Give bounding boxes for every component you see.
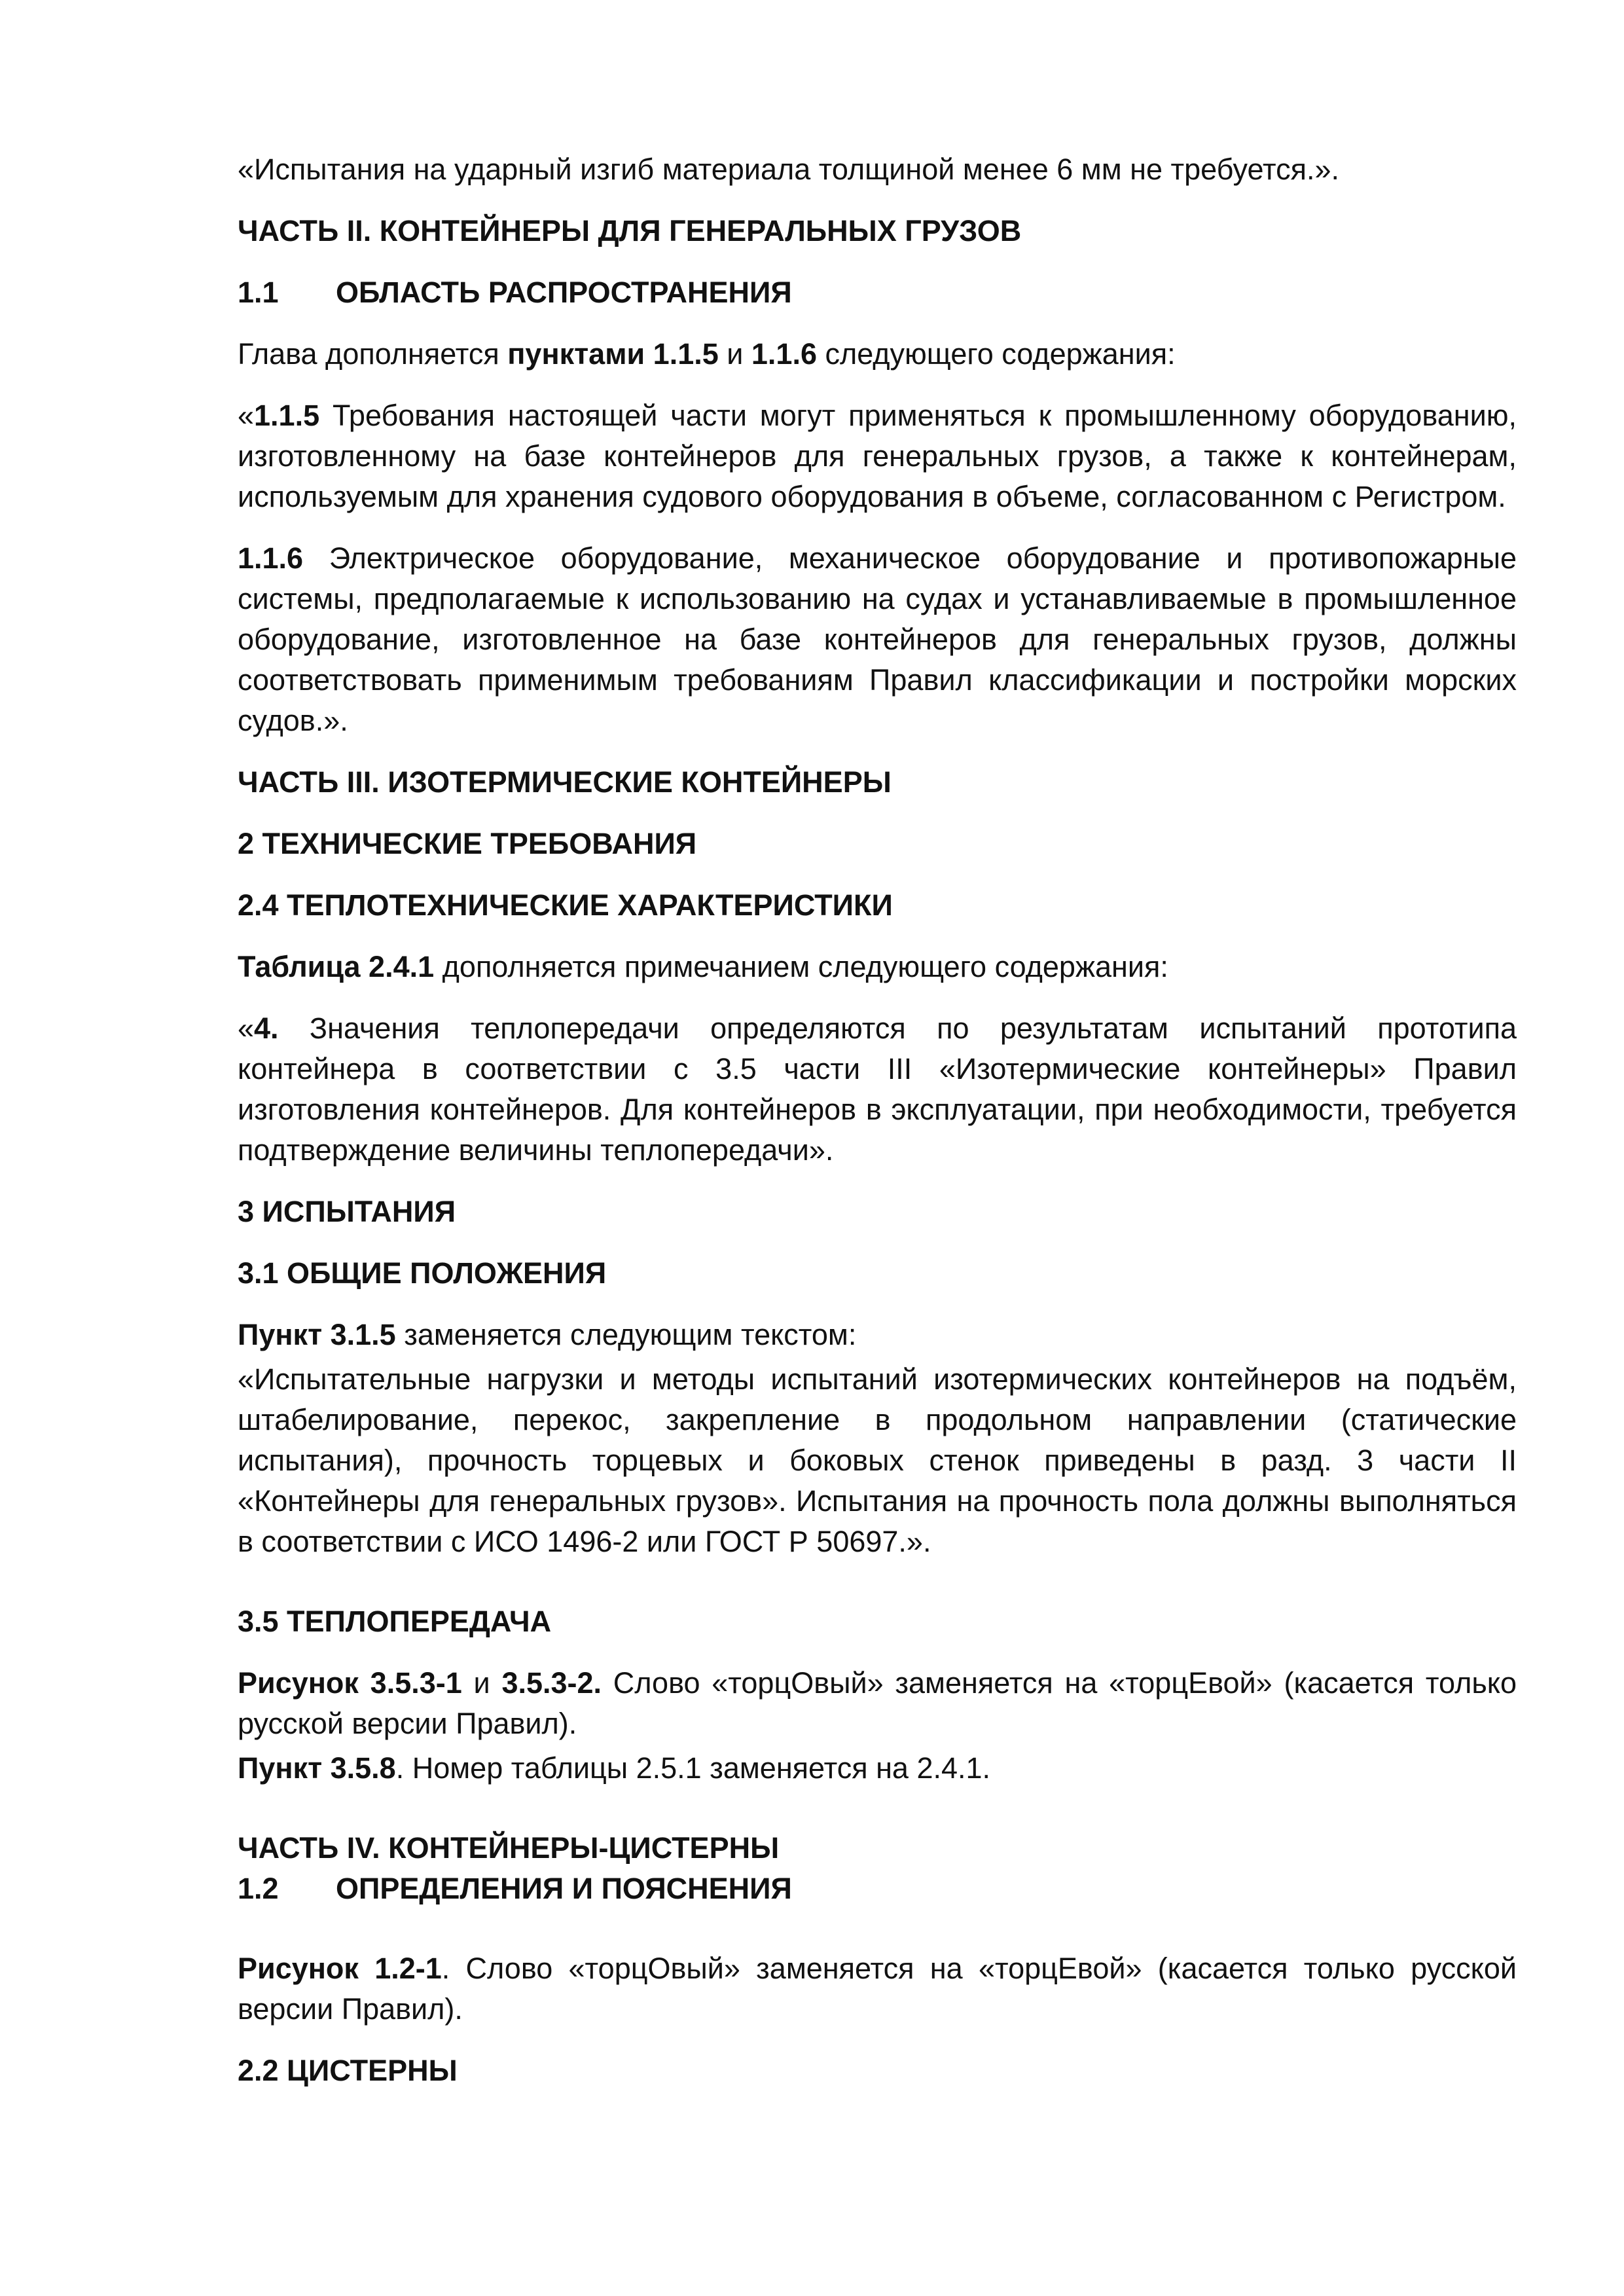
paragraph-figure-1-2-1 — [238, 1948, 1517, 2030]
heading-3-1: 3.1 ОБЩИЕ ПОЛОЖЕНИЯ — [238, 1256, 607, 1290]
text-run: Требования настоящей части могут применяться к промышленному оборудованию, изготовленному на базе контейнеров для генеральных грузов, а также к контейнерам, используемым для хранения судового оборудования в объеме, согласованном с Регистром. — [238, 399, 1517, 513]
heading-2-2: 2.2 ЦИСТЕРНЫ — [238, 2054, 458, 2087]
bold-reference: Пункт 3.1.5 — [238, 1318, 396, 1351]
paragraph-note-4 — [238, 1008, 1517, 1171]
text-run: следующего содержания: — [817, 337, 1176, 371]
text-run: дополняется примечанием следующего содержания: — [434, 950, 1168, 983]
bold-reference: 1.1.6 — [751, 337, 817, 371]
text-run: Слово «торцОвый» заменяется на «торцЕвой» (касается только русской версии Правил). — [238, 1666, 1517, 1740]
heading-number: 1.1 — [238, 276, 279, 309]
paragraph-test-loads: «Испытательные нагрузки и методы испытаний изотермических контейнеров на подъём, штабелирование, перекос, закрепление в продольном направлении (статические испытания), прочность торцевых и боковых стенок приведены в разд. 3 части II «Контейнеры для генеральных грузов». Испытания на прочность пола должны выполняться в соответствии с ИСО 1496-2 или ГОСТ Р 50697.». — [238, 1362, 1517, 1558]
bold-reference: пунктами 1.1.5 — [507, 337, 719, 371]
bold-reference: 1.1.6 — [238, 541, 304, 575]
bold-reference: Пункт 3.5.8 — [238, 1751, 396, 1785]
heading-number: 1.2 — [238, 1872, 279, 1905]
heading-1-2 — [238, 1868, 1517, 1909]
paragraph-table-2-4-1 — [238, 947, 1517, 987]
heading-title: ОПРЕДЕЛЕНИЯ И ПОЯСНЕНИЯ — [336, 1872, 792, 1905]
text-run: . Слово «торцОвый» заменяется на «торцЕвой» (касается только русской версии Правил). — [238, 1952, 1517, 2026]
heading-1-1 — [238, 272, 1517, 313]
text-run: заменяется следующим текстом: — [395, 1318, 857, 1351]
bold-reference: 1.1.5 — [254, 399, 320, 432]
paragraph-chapter-supplement — [238, 334, 1517, 374]
paragraph-1-1-5 — [238, 395, 1517, 517]
text-run: и — [461, 1666, 502, 1700]
bold-reference: Рисунок 3.5.3-1 — [238, 1666, 462, 1700]
text-run: Электрическое оборудование, механическое оборудование и противопожарные системы, предполагаемые к использованию на судах и устанавливаемые в промышленное оборудование, изготовленное на базе контейнеров для генеральных грузов, должны соответствовать применимым требованиям Правил классификации и постройки морских судов.». — [238, 541, 1517, 737]
quote-mark: « — [238, 399, 255, 432]
heading-part-4: ЧАСТЬ IV. КОНТЕЙНЕРЫ-ЦИСТЕРНЫ — [238, 1831, 780, 1865]
bold-reference: Таблица 2.4.1 — [238, 950, 435, 983]
paragraph-clause-3-5-8 — [238, 1748, 1517, 1789]
bold-reference: Рисунок 1.2-1 — [238, 1952, 442, 1985]
heading-part-3: ЧАСТЬ III. ИЗОТЕРМИЧЕСКИЕ КОНТЕЙНЕРЫ — [238, 765, 892, 799]
bold-reference: 3.5.3-2. — [501, 1666, 602, 1700]
paragraph-impact-test: «Испытания на ударный изгиб материала толщиной менее 6 мм не требуется.». — [238, 153, 1339, 186]
heading-3: 3 ИСПЫТАНИЯ — [238, 1195, 456, 1228]
paragraph-clause-3-1-5 — [238, 1315, 1517, 1355]
paragraph-1-1-6 — [238, 538, 1517, 741]
text-run: и — [718, 337, 751, 371]
bold-reference: 4. — [254, 1011, 279, 1045]
text-run: Глава дополняется — [238, 337, 508, 371]
heading-3-5: 3.5 ТЕПЛОПЕРЕДАЧА — [238, 1605, 552, 1638]
heading-title: ОБЛАСТЬ РАСПРОСТРАНЕНИЯ — [336, 276, 792, 309]
heading-2-4: 2.4 ТЕПЛОТЕХНИЧЕСКИЕ ХАРАКТЕРИСТИКИ — [238, 888, 893, 922]
heading-2: 2 ТЕХНИЧЕСКИЕ ТРЕБОВАНИЯ — [238, 827, 697, 860]
heading-part-2: ЧАСТЬ II. КОНТЕЙНЕРЫ ДЛЯ ГЕНЕРАЛЬНЫХ ГРУЗОВ — [238, 214, 1022, 247]
quote-mark: « — [238, 1011, 255, 1045]
page-content — [238, 149, 1517, 2091]
text-run: Значения теплопередачи определяются по результатам испытаний прототипа контейнера в соответствии с 3.5 части III «Изотермические контейнеры» Правил изготовления контейнеров. Для контейнеров в эксплуатации, при необходимости, требуется подтверждение величины теплопередачи». — [238, 1011, 1517, 1167]
text-run: . Номер таблицы 2.5.1 заменяется на 2.4.1. — [395, 1751, 991, 1785]
paragraph-figure-3-5-3 — [238, 1663, 1517, 1744]
